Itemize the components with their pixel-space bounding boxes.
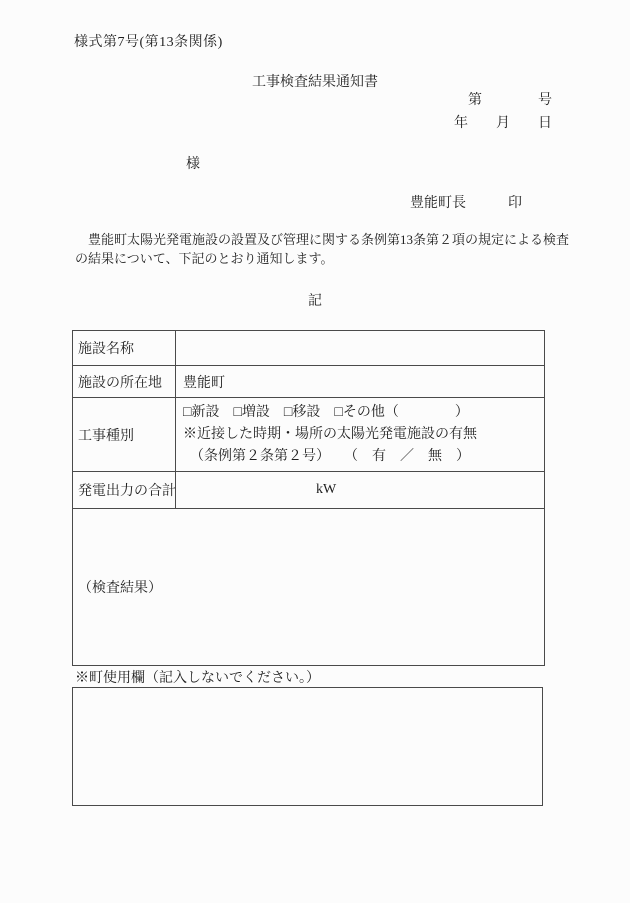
table-row-facility-location xyxy=(73,366,545,398)
page-title: 工事検査結果通知書 xyxy=(252,75,378,90)
issuer-and-seal: 豊能町長 印 xyxy=(410,196,522,211)
date-line: 年 月 日 xyxy=(454,116,552,131)
table-row-inspection-result xyxy=(73,509,545,666)
office-use-box xyxy=(72,687,543,806)
table-row-facility-name xyxy=(73,331,545,366)
addressee-honorific: 様 xyxy=(186,157,200,172)
facility-name-value xyxy=(176,331,545,366)
office-use-label: ※町使用欄（記入しないでください。） xyxy=(75,671,320,686)
form-number-label: 様式第7号(第13条関係) xyxy=(74,35,223,50)
construction-type-value xyxy=(176,398,545,472)
construction-type-ordinance-line: （条例第２条第２号） （ 有 ／ 無 ） xyxy=(183,448,470,464)
table-row-power-output xyxy=(73,472,545,509)
construction-type-note-line: ※近接した時期・場所の太陽光発電施設の有無 xyxy=(183,426,477,442)
power-output-value: kW xyxy=(176,472,545,509)
body-paragraph: 豊能町太陽光発電施設の設置及び管理に関する条例第13条第２項の規定による検査の結果について、下記のとおり通知します。 xyxy=(75,232,570,266)
construction-type-label: 工事種別 xyxy=(73,398,176,472)
facility-location-label: 施設の所在地 xyxy=(73,366,176,398)
details-table xyxy=(72,330,545,666)
inspection-result-cell xyxy=(73,509,545,666)
power-output-label: 発電出力の合計 xyxy=(73,472,176,509)
table-row-construction-type xyxy=(73,398,545,472)
facility-location-value: 豊能町 xyxy=(176,366,545,398)
facility-name-label: 施設名称 xyxy=(73,331,176,366)
construction-type-checkbox-line: □新設 □増設 □移設 □その他（ ） xyxy=(183,404,469,420)
inspection-result-label: （検査結果） xyxy=(78,581,162,596)
document-number-line: 第 号 xyxy=(468,93,552,108)
record-marker: 記 xyxy=(308,294,322,309)
